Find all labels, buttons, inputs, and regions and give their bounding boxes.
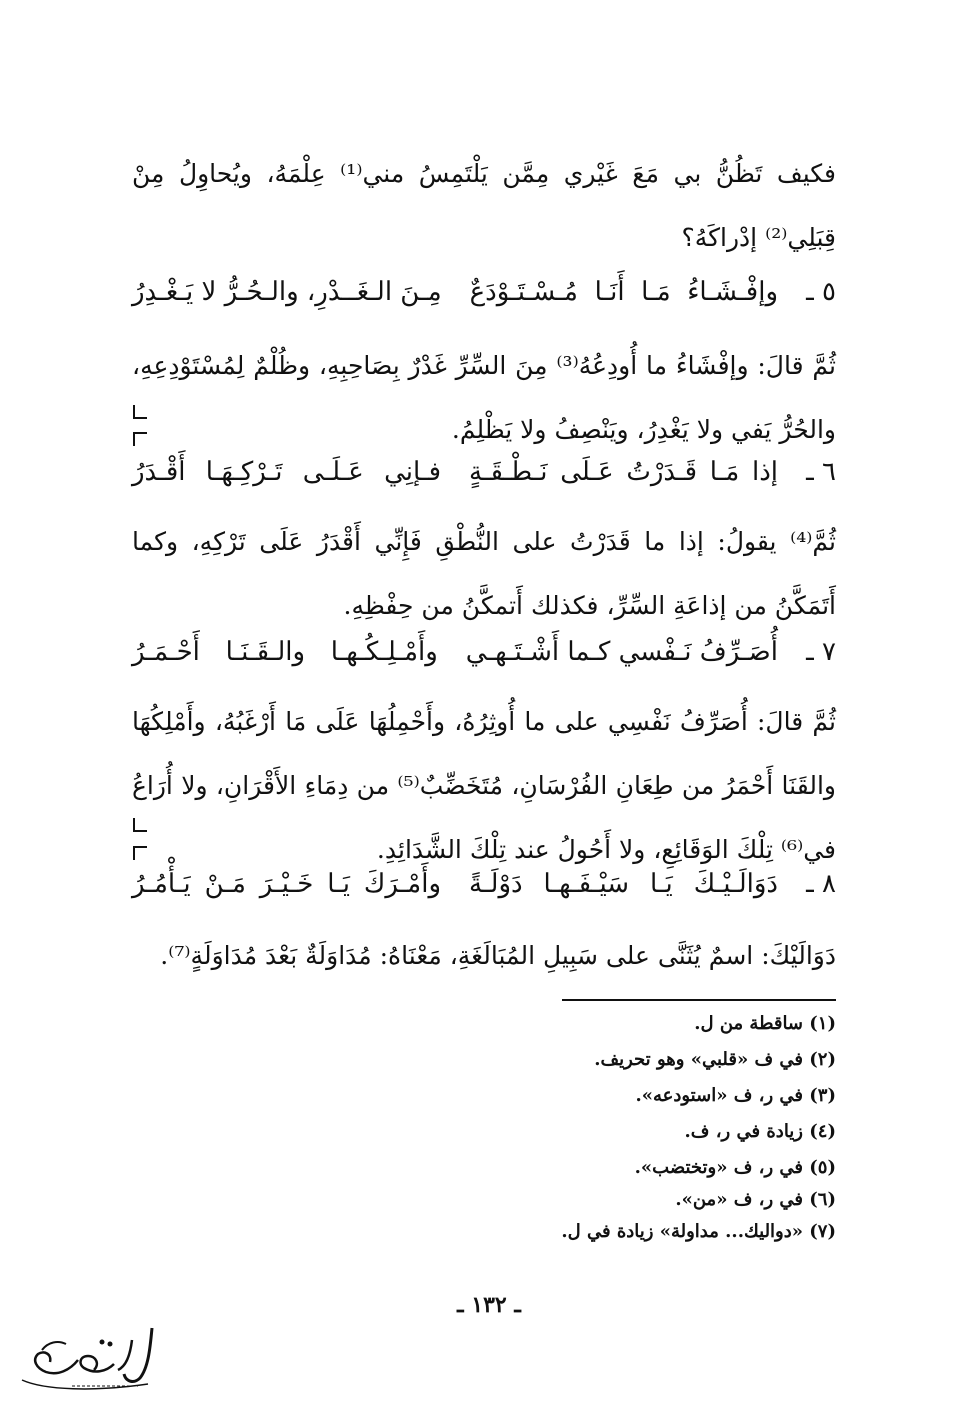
verse-first-hemistich: دَوَالَـيْـكَ يَـا سَيْـفَـهـا دَوْلَـةً <box>469 869 778 899</box>
footnote-divider <box>562 999 836 1001</box>
footnote-2: (٢) في ف «قلبي» وهو تحريف. <box>594 1049 836 1070</box>
page-number: ـ ١٣٢ ـ <box>457 1292 521 1318</box>
footnote-4: (٤) زيادة في ر، ف. <box>684 1121 836 1142</box>
footnote-5: (٥) في ر، ف «وتختضب». <box>634 1157 836 1178</box>
footnote-7: (٧) «دواليك... مداولة» زيادة في ل. <box>561 1221 836 1242</box>
verse-number: ٥ ـ <box>806 277 836 307</box>
verse-7 <box>132 632 836 672</box>
paragraph-commentary-8: دَوَالَيْكَ: اسمٌ يُثَنَّى على سَبِيلِ المُبَالَغَةِ، مَعْنَاهُ: مُدَاوَلَةٌ بَعْدَ مُدَاوَلَةٍ⁽⁷⁾. <box>160 941 836 970</box>
verse-number: ٦ ـ <box>806 457 836 487</box>
verse-5 <box>132 272 836 312</box>
paragraph-commentary-6: ثُمَّ⁽⁴⁾ يقولُ: إذا ما قَدَرْتُ على النُّطْقِ فَإِنِّي أَقْدَرُ عَلَى تَرْكِهِ، وكما أَتَمَكَّنُ من إذاعَةِ السِّرِّ، فكذلك أَتمكَّنُ من حِفْظِهِ. <box>132 527 836 620</box>
verse-second-hemistich: مِـنَ الـغَــدْرِ، والـحُـرُّ لا يَـغْـدِرُ <box>132 277 442 307</box>
footnote-6: (٦) في ر، ف «من». <box>675 1189 836 1210</box>
verse-number: ٧ ـ <box>806 637 836 667</box>
verse-number: ٨ ـ <box>806 869 836 899</box>
verse-second-hemistich: وأَمْـرَكَ يَـا خَـيْـرَ مَـنْ يَـأْمُـرُ <box>132 869 441 899</box>
verse-8 <box>132 864 836 904</box>
verse-first-hemistich: وإفْـشَـاءُ مَـا أَنَـا مُـسْـتَـوْدَعٌ <box>469 277 778 307</box>
publisher-logo-watermark <box>14 1320 164 1400</box>
margin-bracket-open <box>133 432 147 446</box>
verse-first-hemistich: إذا مَـا قَـدَرْتُ عَـلَى نَـطْـقَـةٍ <box>469 457 778 487</box>
paragraph-commentary-5: ثُمَّ قالَ: وإفْشَاءُ ما أُودِعُهُ⁽³⁾ مِنَ السِّرِّ غَدْرٌ بِصَاحِبِهِ، وظُلْمٌ لِمُسْتَوْدِعِهِ، والحُرُّ يَفي ولا يَغْدِرُ، ويَنْصِفُ ولا يَظْلِمُ. <box>132 351 836 444</box>
footnote-1: (١) ساقطة من ل. <box>694 1013 836 1034</box>
verse-second-hemistich: فـإنِي عَـلَـى تَـرْكِـهَـا أَقْـدَرُ <box>132 457 441 487</box>
margin-bracket-close <box>133 405 147 419</box>
margin-bracket-open <box>133 846 147 860</box>
footnote-3: (٣) في ر، ف «استودعه». <box>635 1085 836 1106</box>
verse-second-hemistich: وأَمْـلِـكُـهـا والـقَـنَـا أَحْـمَـرُ <box>132 637 438 667</box>
verse-6 <box>132 452 836 492</box>
verse-first-hemistich: أُصَـرِّفُ نَـفْسي كـما أَشْـتَـهـي <box>465 637 778 667</box>
paragraph-intro: فكيف تَظُنُّ بي مَعَ غَيْري مِمَّن يَلْتَمِسُ مني⁽¹⁾ عِلْمَهُ، ويُحاوِلُ مِنْ قِبَلِي⁽²⁾ إدْراكَهُ؟ <box>132 159 837 252</box>
paragraph-commentary-7: ثُمَّ قالَ: أُصَرِّفُ نَفْسِي على ما أُوثِرُهُ، وأَحْمِلُهَا عَلَى مَا أَرْغَبُهُ، وأَمْلِكُهَا والقَنَا أَحْمَرُ من طِعَانِ الفُرْسَانِ، مُتَخَضِّبٌ⁽⁵⁾ من دِمَاءِ الأَقْرَانِ، ولا أُرَاعُ في⁽⁶⁾ تِلْكَ الوَقَائِعِ، ولا أَحُولُ عند تِلْكَ الشَّدَائِدِ. <box>132 707 837 864</box>
margin-bracket-close <box>133 818 147 832</box>
